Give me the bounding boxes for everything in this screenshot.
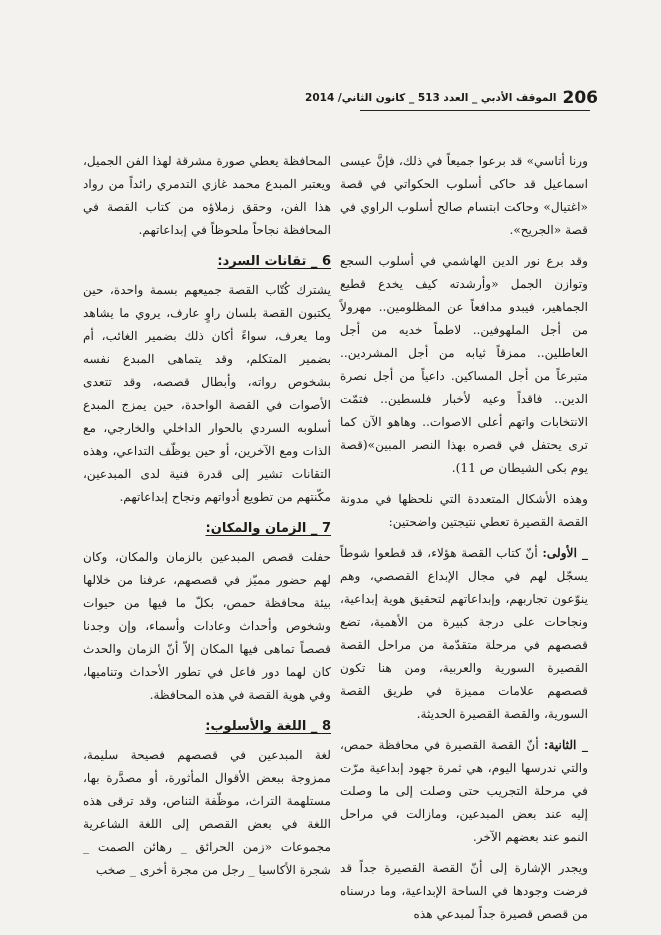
right-column <box>340 150 588 934</box>
point-first <box>340 542 588 726</box>
left-column <box>83 150 331 890</box>
header-divider <box>360 110 590 111</box>
paragraph: وهذه الأشكال المتعددة التي نلحظها في مدونة القصة القصيرة تعطي نتيجتين واضحتين: <box>340 492 588 529</box>
section-title: 8 _ اللغة والأسلوب: <box>205 719 331 734</box>
page-number: 206 <box>562 88 598 108</box>
paragraph: ويجدر الإشارة إلى أنّ القصة القصيرة جداً قد فرضت وجودها في الساحة الإبداعية، وما درسناه من قصص قصيرة جداً لمبدعي هذه <box>340 861 588 921</box>
paragraph: ورنا أتاسي» قد برعوا جميعاً في ذلك، فإنَّ عيسى اسماعيل قد حاكى أسلوب الحكواتي في قصة «اغتيال» وحاكت ابتسام صالح أسلوب الراوي في قصة «الجريح». <box>340 154 588 237</box>
point-text: أنّ القصة القصيرة في محافظة حمص، والتي ندرسها اليوم، هي ثمرة جهود إبداعية مرّت في مرحلة التجريب حتى وصلت إلى ما وصلت إليه عند بعض المبدعين، ومازالت في مراحل النمو عند بعضهم الآخر. <box>340 738 588 844</box>
point-label: _ الثانية: <box>543 738 589 752</box>
journal-info: الموقف الأدبي _ العدد 513 _ كانون الثاني/ 2014 <box>305 92 557 104</box>
point-label: _ الأولى: <box>542 546 589 560</box>
section-text: يشترك كُتّاب القصة جميعهم بسمة واحدة، حين يكتبون القصة بلسان راوٍ عارف، يروي ما يشاهد وما يعرف، سواءً أكان ذلك بضمير الغائب، أم بضمير المتكلم، وقد يتماهى المبدع نفسه بشخوص رواته، وأبطال قصصه، وقد تتعدى الأصوات في القصة الواحدة، حين يمزج المبدع أسلوبه السردي بالحوار الداخلي والخارجي، مع الذات ومع الآخرين، أو حين يوظّف التداعي، وهذه التقانات تشير إلى قدرة فنية لدى المبدعين، مكّنتهم من تطويع أدواتهم ونجاح إبداعاتهم. <box>83 283 331 504</box>
section-text: لغة المبدعين في قصصهم فصيحة سليمة، ممزوجة ببعض الأقوال المأثورة، أو مصدَّرة بها، مستلهمة التراث، موظّفة التناص، وقد ترقى هذه اللغة في بعض القصص إلى اللغة الشاعرية مجموعات «زمن الحرائق _ رهائن الصمت _ شجرة الأكاسيا _ رجل من مجرة أخرى _ صخب <box>83 748 331 877</box>
point-text: أنّ كتاب القصة هؤلاء، قد قطعوا شوطاً يسجّل لهم في مجال الإبداع القصصي، وهم ينوّعون تجاربهم، وإبداعاتهم لتحقيق هوية إبداعية، ونجاحات على درجة كبيرة من الأهمية، تضع قصصهم في مرحلة متقدّمة من مراحل القصة القصيرة السورية والعربية، ومن هنا تكون قصصهم علامات مميزة في طريق القصة السورية، والقصة القصيرة الحديثة. <box>340 546 588 721</box>
paragraph: وقد برع نور الدين الهاشمي في أسلوب السجع وتوازن الجمل «وأرشدته كيف يخدع قطيع الجماهير، فيبدو مدافعاً عن المظلومين.. مهرولاً من أجل الملهوفين.. لاطماً خديه من أجل العاطلين.. ممزقاً ثيابه من أجل المشردين.. متبرعاً من أجل المساكين. داعياً من أجل نصرة الدين.. فاقداً وعيه لأخبار فلسطين.. فتمّت الانتخابات واتهم أعلى الاصوات.. وهاهو الآن كما ترى يحتفل في قصره بهذا النصر المبين»(قصة يوم بكى الشيطان ص 11). <box>340 254 588 475</box>
section-text: حفلت قصص المبدعين بالزمان والمكان، وكان لهم حضور مميّز في قصصهم، عرفنا من خلالها بيئة محافظة حمص، بكلّ ما فيها من حيوات وشخوص وأحداث وعادات وأسماء، وإن وجدنا قصصاً تماهى فيها المكان إلاّ أنّ الزمان والحدث كان لهما دور فاعل في تطور الأحداث وتناميها، وفي هوية القصة في هذه المحافظة. <box>83 550 331 702</box>
point-second <box>340 734 588 849</box>
section-title: 7 _ الزمان والمكان: <box>205 521 331 536</box>
page-header <box>305 86 598 110</box>
paragraph: المحافظة يعطي صورة مشرقة لهذا الفن الجميل، ويعتبر المبدع محمد غازي التدمري رائداً من رواد هذا الفن، وحقق زملاؤه من كتاب القصة في المحافظة نجاحاً ملحوظاً في إبداعاتهم. <box>83 154 331 237</box>
section-title: 6 _ تقانات السرد: <box>217 254 331 269</box>
